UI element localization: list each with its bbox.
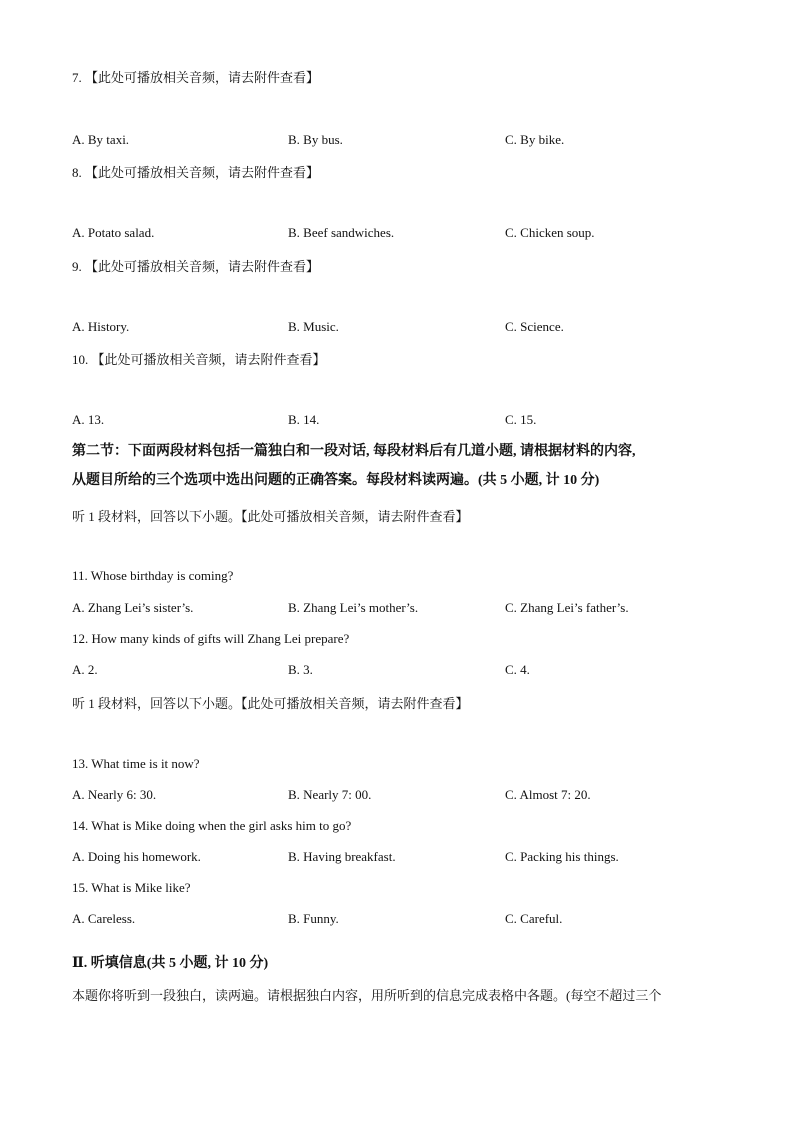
question-14-option-b: B. Having breakfast.	[288, 849, 396, 864]
question-10-option-c: C. 15.	[505, 412, 537, 427]
question-8-stem: 8. 【此处可播放相关音频，请去附件查看】	[72, 165, 320, 180]
question-12-option-a: A. 2.	[72, 662, 98, 677]
question-9-option-a: A. History.	[72, 319, 130, 334]
material-2-intro: 听 1 段材料，回答以下小题。【此处可播放相关音频，请去附件查看】	[72, 696, 469, 711]
question-14-stem: 14. What is Mike doing when the girl asks him to go?	[72, 818, 352, 833]
question-10-stem: 10. 【此处可播放相关音频，请去附件查看】	[72, 352, 326, 367]
question-13-option-b: B. Nearly 7: 00.	[288, 787, 372, 802]
section-2-heading-line-1: 第二节：下面两段材料包括一篇独白和一段对话, 每段材料后有几道小题, 请根据材料的内容,	[72, 444, 636, 459]
question-12-option-b: B. 3.	[288, 662, 313, 677]
part-2-instruction: 本题你将听到一段独白，读两遍。请根据独白内容，用所听到的信息完成表格中各题。(每空不超过三个	[72, 988, 662, 1003]
question-15-option-b: B. Funny.	[288, 911, 339, 926]
question-10-option-a: A. 13.	[72, 412, 105, 427]
question-8-option-b: B. Beef sandwiches.	[288, 225, 395, 240]
question-11-option-c: C. Zhang Lei’s father’s.	[505, 600, 629, 615]
question-15-option-a: A. Careless.	[72, 911, 136, 926]
question-14-option-c: C. Packing his things.	[505, 849, 619, 864]
question-7-option-c: C. By bike.	[505, 132, 565, 147]
question-9-option-c: C. Science.	[505, 319, 564, 334]
part-2-heading: Ⅱ. 听填信息(共 5 小题, 计 10 分)	[72, 956, 269, 971]
question-8-option-a: A. Potato salad.	[72, 225, 155, 240]
question-11-option-a: A. Zhang Lei’s sister’s.	[72, 600, 194, 615]
question-7-option-a: A. By taxi.	[72, 132, 130, 147]
question-7-option-b: B. By bus.	[288, 132, 343, 147]
question-12-stem: 12. How many kinds of gifts will Zhang Lei prepare?	[72, 631, 350, 646]
question-12-option-c: C. 4.	[505, 662, 530, 677]
question-9-option-b: B. Music.	[288, 319, 339, 334]
section-2-heading-line-2: 从题目所给的三个选项中选出问题的正确答案。每段材料读两遍。(共 5 小题, 计 10 分)	[72, 473, 600, 488]
section-2-heading	[72, 437, 732, 495]
question-13-stem: 13. What time is it now?	[72, 756, 200, 771]
question-11-stem: 11. Whose birthday is coming?	[72, 568, 234, 583]
material-1-intro: 听 1 段材料，回答以下小题。【此处可播放相关音频，请去附件查看】	[72, 509, 469, 524]
question-10-option-b: B. 14.	[288, 412, 320, 427]
question-8-option-c: C. Chicken soup.	[505, 225, 595, 240]
question-15-option-c: C. Careful.	[505, 911, 563, 926]
question-14-option-a: A. Doing his homework.	[72, 849, 201, 864]
question-9-stem: 9. 【此处可播放相关音频，请去附件查看】	[72, 259, 320, 274]
question-13-option-a: A. Nearly 6: 30.	[72, 787, 157, 802]
question-7-stem: 7. 【此处可播放相关音频，请去附件查看】	[72, 70, 320, 85]
question-13-option-c: C. Almost 7: 20.	[505, 787, 591, 802]
question-15-stem: 15. What is Mike like?	[72, 880, 191, 895]
question-11-option-b: B. Zhang Lei’s mother’s.	[288, 600, 419, 615]
